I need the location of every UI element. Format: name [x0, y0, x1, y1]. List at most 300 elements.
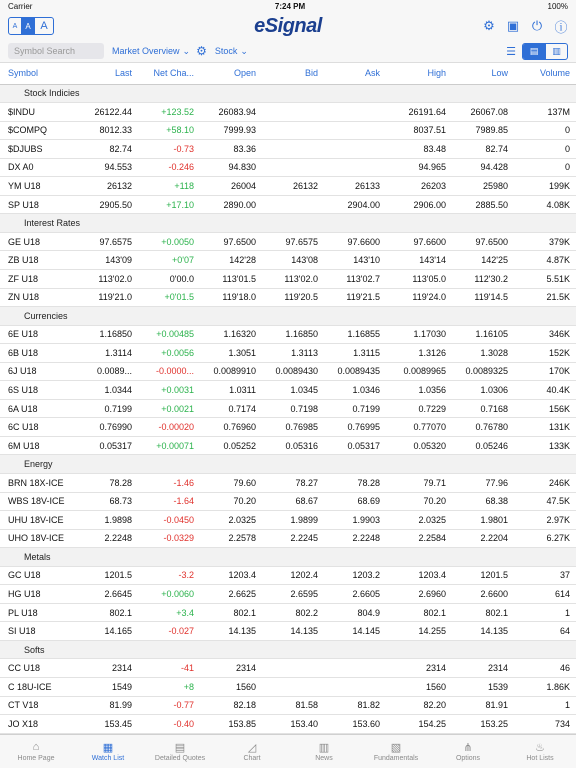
cell-net-cha: +3.4 — [138, 603, 200, 622]
cell-last: 2.2248 — [84, 529, 138, 548]
options-icon: ⋔ — [463, 742, 473, 754]
cell-high: 143'14 — [386, 251, 452, 270]
table-row[interactable] — [0, 492, 576, 511]
cell-ask: 2.2248 — [324, 529, 386, 548]
tab-chart[interactable] — [216, 735, 288, 768]
cell-low: 1.9801 — [452, 511, 514, 530]
symbol-cell: 6A U18 — [0, 399, 84, 418]
table-row[interactable] — [0, 696, 576, 715]
cell-bid: 26132 — [262, 177, 324, 196]
cell-ask: 0.76995 — [324, 418, 386, 437]
column-header-bid[interactable]: Bid — [262, 63, 324, 84]
cell-volume: 131K — [514, 418, 576, 437]
cell-high: 26203 — [386, 177, 452, 196]
cell-low: 82.74 — [452, 140, 514, 159]
cell-low: 14.135 — [452, 622, 514, 641]
symbol-cell: 6C U18 — [0, 418, 84, 437]
cell-bid: 143'08 — [262, 251, 324, 270]
watchlist-table — [0, 63, 576, 734]
cell-net-cha: +0'07 — [138, 251, 200, 270]
tab-detailed-quotes[interactable] — [144, 735, 216, 768]
info-icon[interactable]: ⓘ — [554, 19, 568, 35]
cell-volume: 4.08K — [514, 195, 576, 214]
cell-net-cha: +118 — [138, 177, 200, 196]
cell-ask: 0.05317 — [324, 436, 386, 455]
cell-high: 79.71 — [386, 473, 452, 492]
cell-open: 97.6500 — [200, 232, 262, 251]
cell-high: 70.20 — [386, 492, 452, 511]
table-row[interactable] — [0, 659, 576, 678]
table-row[interactable] — [0, 269, 576, 288]
cell-high: 802.1 — [386, 603, 452, 622]
cell-ask — [324, 158, 386, 177]
cell-bid: 1.9899 — [262, 511, 324, 530]
table-row[interactable] — [0, 232, 576, 251]
cell-low: 0.7168 — [452, 399, 514, 418]
cell-volume: 64 — [514, 622, 576, 641]
cell-open: 2.0325 — [200, 511, 262, 530]
tab-label: Hot Lists — [526, 755, 554, 762]
cell-volume: 4.87K — [514, 251, 576, 270]
cell-last: 119'21.0 — [84, 288, 138, 307]
battery-label: 100% — [547, 1, 568, 11]
cell-volume: 21.5K — [514, 288, 576, 307]
cell-high: 97.6600 — [386, 232, 452, 251]
cell-low: 142'25 — [452, 251, 514, 270]
tab-label: Detailed Quotes — [154, 755, 206, 762]
cell-low: 1201.5 — [452, 566, 514, 585]
cell-ask: 1.3115 — [324, 344, 386, 363]
clock: 7:24 PM — [274, 1, 306, 11]
cell-net-cha: +0.00485 — [138, 325, 200, 344]
news-icon: ▥ — [318, 742, 330, 754]
cell-low: 2885.50 — [452, 195, 514, 214]
cell-volume: 346K — [514, 325, 576, 344]
symbol-search-input[interactable]: Symbol Search — [8, 43, 104, 59]
cell-volume: 199K — [514, 177, 576, 196]
symbol-cell: CC U18 — [0, 659, 84, 678]
cell-open: 94.830 — [200, 158, 262, 177]
cell-open: 14.135 — [200, 622, 262, 641]
cell-last: 26122.44 — [84, 103, 138, 122]
cell-volume: 0 — [514, 158, 576, 177]
cell-low: 2.6600 — [452, 585, 514, 604]
symbol-cell: 6J U18 — [0, 362, 84, 381]
cell-volume: 40.4K — [514, 381, 576, 400]
cell-net-cha: +0.0050 — [138, 232, 200, 251]
cell-volume: 6.27K — [514, 529, 576, 548]
table-row[interactable] — [0, 436, 576, 455]
cell-net-cha: -0.246 — [138, 158, 200, 177]
cell-last: 8012.33 — [84, 121, 138, 140]
section-label: Softs — [0, 640, 576, 659]
cell-open: 2.2578 — [200, 529, 262, 548]
column-header-high[interactable]: High — [386, 63, 452, 84]
cell-volume: 0 — [514, 140, 576, 159]
symbol-cell: ZF U18 — [0, 269, 84, 288]
cell-net-cha: 0'00.0 — [138, 269, 200, 288]
cell-open: 70.20 — [200, 492, 262, 511]
cell-bid: 2.6595 — [262, 585, 324, 604]
settings-gear-icon[interactable]: ⚙ — [483, 18, 495, 33]
table-row[interactable] — [0, 622, 576, 641]
cell-ask — [324, 659, 386, 678]
cell-high: 14.255 — [386, 622, 452, 641]
table-row[interactable] — [0, 195, 576, 214]
app-header — [0, 12, 576, 40]
symbol-cell: GE U18 — [0, 232, 84, 251]
split-view-icon[interactable]: ▥ — [545, 44, 567, 59]
cell-low: 94.428 — [452, 158, 514, 177]
table-row[interactable] — [0, 362, 576, 381]
cell-volume: 1 — [514, 696, 576, 715]
cell-open: 1.16320 — [200, 325, 262, 344]
cell-volume: 5.51K — [514, 269, 576, 288]
save-icon[interactable]: ▣ — [506, 18, 520, 33]
symbol-cell: SI U18 — [0, 622, 84, 641]
view-toggle — [522, 43, 568, 60]
section-header — [0, 640, 576, 659]
cell-high: 119'24.0 — [386, 288, 452, 307]
column-list-icon[interactable]: ☰ — [506, 45, 516, 58]
table-row[interactable] — [0, 121, 576, 140]
symbol-cell: SP U18 — [0, 195, 84, 214]
symbol-cell: 6S U18 — [0, 381, 84, 400]
cell-net-cha: +58.10 — [138, 121, 200, 140]
cell-net-cha: +0.00071 — [138, 436, 200, 455]
cell-open: 153.85 — [200, 715, 262, 734]
cell-volume: 137M — [514, 103, 576, 122]
cell-low: 1.0306 — [452, 381, 514, 400]
cell-bid — [262, 678, 324, 697]
table-row[interactable] — [0, 529, 576, 548]
cell-low: 26067.08 — [452, 103, 514, 122]
cell-bid: 802.2 — [262, 603, 324, 622]
cell-high: 2.6960 — [386, 585, 452, 604]
cell-ask: 119'21.5 — [324, 288, 386, 307]
tab-label: Home Page — [17, 755, 55, 762]
table-row[interactable] — [0, 511, 576, 530]
cell-high: 1203.4 — [386, 566, 452, 585]
section-label: Stock Indicies — [0, 84, 576, 103]
cell-bid: 2.2245 — [262, 529, 324, 548]
cell-net-cha: -0.00020 — [138, 418, 200, 437]
cell-high: 1560 — [386, 678, 452, 697]
cell-last: 94.553 — [84, 158, 138, 177]
cell-open: 2890.00 — [200, 195, 262, 214]
cell-last: 2905.50 — [84, 195, 138, 214]
symbol-cell: GC U18 — [0, 566, 84, 585]
section-header — [0, 307, 576, 326]
cell-ask: 81.82 — [324, 696, 386, 715]
symbol-cell: $COMPQ — [0, 121, 84, 140]
table-row[interactable] — [0, 325, 576, 344]
table-row[interactable] — [0, 140, 576, 159]
cell-open: 7999.93 — [200, 121, 262, 140]
cell-net-cha: -0.0450 — [138, 511, 200, 530]
symbol-cell: 6B U18 — [0, 344, 84, 363]
chevron-down-icon: ⌄ — [240, 45, 248, 56]
table-row[interactable] — [0, 177, 576, 196]
cell-ask: 804.9 — [324, 603, 386, 622]
cell-ask: 14.145 — [324, 622, 386, 641]
font-medium-button[interactable]: A — [22, 18, 35, 34]
home-icon: ⌂ — [32, 741, 40, 753]
table-row[interactable] — [0, 381, 576, 400]
column-header-volume[interactable]: Volume — [514, 63, 576, 84]
table-row[interactable] — [0, 103, 576, 122]
cell-net-cha: +17.10 — [138, 195, 200, 214]
tab-label: News — [315, 755, 333, 762]
cell-open: 1.3051 — [200, 344, 262, 363]
cell-last: 1.0344 — [84, 381, 138, 400]
cell-volume: 1 — [514, 603, 576, 622]
symbol-cell: PL U18 — [0, 603, 84, 622]
symbol-cell: CT V18 — [0, 696, 84, 715]
cell-low: 1.16105 — [452, 325, 514, 344]
cell-bid: 153.40 — [262, 715, 324, 734]
symbol-cell: ZB U18 — [0, 251, 84, 270]
cell-volume: 379K — [514, 232, 576, 251]
cell-last: 2314 — [84, 659, 138, 678]
cell-last: 97.6575 — [84, 232, 138, 251]
symbol-cell: BRN 18X-ICE — [0, 473, 84, 492]
cell-open: 119'18.0 — [200, 288, 262, 307]
cell-net-cha: +0.0021 — [138, 399, 200, 418]
cell-bid: 119'20.5 — [262, 288, 324, 307]
column-header-low[interactable]: Low — [452, 63, 514, 84]
cell-bid: 1202.4 — [262, 566, 324, 585]
symbol-cell: YM U18 — [0, 177, 84, 196]
symbol-cell: C 18U-ICE — [0, 678, 84, 697]
symbol-cell: 6E U18 — [0, 325, 84, 344]
cell-net-cha: +0.0060 — [138, 585, 200, 604]
status-bar — [0, 0, 576, 12]
section-label: Energy — [0, 455, 576, 474]
cell-volume: 1.86K — [514, 678, 576, 697]
watchlist-icon: ▦ — [102, 742, 114, 754]
cell-last: 113'02.0 — [84, 269, 138, 288]
column-header-ask[interactable]: Ask — [324, 63, 386, 84]
cell-low: 153.25 — [452, 715, 514, 734]
cell-open: 2314 — [200, 659, 262, 678]
tab-home-page[interactable] — [0, 735, 72, 768]
tab-options[interactable] — [432, 735, 504, 768]
font-size-control — [8, 17, 54, 35]
section-header — [0, 548, 576, 567]
cell-open: 83.36 — [200, 140, 262, 159]
cell-bid: 97.6575 — [262, 232, 324, 251]
tab-watch-list[interactable] — [72, 735, 144, 768]
cell-low: 802.1 — [452, 603, 514, 622]
cell-last: 1201.5 — [84, 566, 138, 585]
cell-high: 26191.64 — [386, 103, 452, 122]
cell-bid: 1.16850 — [262, 325, 324, 344]
cell-high: 113'05.0 — [386, 269, 452, 288]
cell-last: 153.45 — [84, 715, 138, 734]
cell-low: 119'14.5 — [452, 288, 514, 307]
cell-high: 2906.00 — [386, 195, 452, 214]
cell-net-cha: -0.77 — [138, 696, 200, 715]
cell-bid: 0.05316 — [262, 436, 324, 455]
symbol-cell: WBS 18V-ICE — [0, 492, 84, 511]
cell-bid: 0.0089430 — [262, 362, 324, 381]
cell-open: 0.0089910 — [200, 362, 262, 381]
single-view-icon[interactable]: ▤ — [523, 44, 545, 59]
cell-ask — [324, 678, 386, 697]
cell-ask: 2.6605 — [324, 585, 386, 604]
cell-low: 2.2204 — [452, 529, 514, 548]
market-overview-dropdown[interactable] — [112, 46, 190, 57]
cell-high: 0.0089965 — [386, 362, 452, 381]
cell-bid: 78.27 — [262, 473, 324, 492]
cell-bid: 1.0345 — [262, 381, 324, 400]
cell-open: 79.60 — [200, 473, 262, 492]
cell-volume: 170K — [514, 362, 576, 381]
cell-net-cha: -1.46 — [138, 473, 200, 492]
cell-low: 0.76780 — [452, 418, 514, 437]
cell-ask: 0.0089435 — [324, 362, 386, 381]
cell-net-cha: -0.73 — [138, 140, 200, 159]
cell-last: 0.76990 — [84, 418, 138, 437]
table-row[interactable] — [0, 418, 576, 437]
tab-fundamentals[interactable] — [360, 735, 432, 768]
cell-low: 77.96 — [452, 473, 514, 492]
cell-volume: 46 — [514, 659, 576, 678]
cell-last: 802.1 — [84, 603, 138, 622]
cell-ask: 78.28 — [324, 473, 386, 492]
tab-hot-lists[interactable] — [504, 735, 576, 768]
table-row[interactable] — [0, 473, 576, 492]
cell-open: 113'01.5 — [200, 269, 262, 288]
column-header-open[interactable]: Open — [200, 63, 262, 84]
cell-open: 0.76960 — [200, 418, 262, 437]
table-row[interactable] — [0, 585, 576, 604]
list-settings-gear-icon[interactable]: ⚙ — [196, 44, 207, 58]
cell-high: 82.20 — [386, 696, 452, 715]
symbol-cell: UHO 18V-ICE — [0, 529, 84, 548]
cell-bid: 0.7198 — [262, 399, 324, 418]
chart-icon: ◿ — [247, 742, 257, 754]
cell-ask: 1.16855 — [324, 325, 386, 344]
cell-net-cha: -0.40 — [138, 715, 200, 734]
cell-ask — [324, 140, 386, 159]
tab-label: Watch List — [91, 755, 125, 762]
cell-bid — [262, 195, 324, 214]
cell-bid: 14.135 — [262, 622, 324, 641]
font-small-button[interactable]: A — [9, 18, 22, 34]
cell-net-cha: -0.0000... — [138, 362, 200, 381]
column-header-symbol[interactable]: Symbol — [0, 63, 84, 84]
chevron-down-icon: ⌄ — [182, 45, 191, 56]
view-tools — [506, 43, 568, 60]
cell-ask: 1203.2 — [324, 566, 386, 585]
section-label: Currencies — [0, 307, 576, 326]
cell-open: 802.1 — [200, 603, 262, 622]
cell-last: 2.6645 — [84, 585, 138, 604]
symbol-cell: $INDU — [0, 103, 84, 122]
font-large-button[interactable]: A — [40, 20, 48, 32]
stock-label: Stock — [214, 46, 238, 56]
cell-net-cha: -1.64 — [138, 492, 200, 511]
cell-low: 68.38 — [452, 492, 514, 511]
table-row[interactable] — [0, 715, 576, 734]
stock-dropdown[interactable] — [215, 46, 248, 57]
cell-volume: 2.97K — [514, 511, 576, 530]
cell-net-cha: +0.0031 — [138, 381, 200, 400]
cell-ask: 2904.00 — [324, 195, 386, 214]
symbol-cell: $DJUBS — [0, 140, 84, 159]
cell-volume: 246K — [514, 473, 576, 492]
symbol-cell: UHU 18V-ICE — [0, 511, 84, 530]
cell-bid — [262, 659, 324, 678]
cell-last: 1.3114 — [84, 344, 138, 363]
cell-low: 112'30.2 — [452, 269, 514, 288]
cell-volume: 734 — [514, 715, 576, 734]
cell-ask — [324, 103, 386, 122]
cell-high: 1.17030 — [386, 325, 452, 344]
cell-high: 154.25 — [386, 715, 452, 734]
cell-volume: 47.5K — [514, 492, 576, 511]
cell-low: 2314 — [452, 659, 514, 678]
cell-ask: 153.60 — [324, 715, 386, 734]
cell-low: 1.3028 — [452, 344, 514, 363]
table-row[interactable] — [0, 288, 576, 307]
watchlist-body — [0, 84, 576, 733]
cell-last: 1549 — [84, 678, 138, 697]
cell-bid: 1.3113 — [262, 344, 324, 363]
cell-last: 0.7199 — [84, 399, 138, 418]
table-row[interactable] — [0, 603, 576, 622]
tab-news[interactable] — [288, 735, 360, 768]
cell-open: 142'28 — [200, 251, 262, 270]
cell-bid: 68.67 — [262, 492, 324, 511]
header-actions — [482, 19, 568, 33]
cell-volume: 152K — [514, 344, 576, 363]
table-row[interactable] — [0, 678, 576, 697]
column-header-net-cha[interactable]: Net Cha... — [138, 63, 200, 84]
cell-high: 0.77070 — [386, 418, 452, 437]
cell-bid: 81.58 — [262, 696, 324, 715]
table-row[interactable] — [0, 158, 576, 177]
cell-ask — [324, 121, 386, 140]
cell-open: 0.05252 — [200, 436, 262, 455]
fundamentals-icon: ▧ — [390, 742, 402, 754]
table-row[interactable] — [0, 399, 576, 418]
cell-last: 82.74 — [84, 140, 138, 159]
table-row[interactable] — [0, 566, 576, 585]
cell-last: 1.9898 — [84, 511, 138, 530]
hot-lists-icon: ♨ — [535, 742, 545, 754]
cell-high: 0.7229 — [386, 399, 452, 418]
column-header-last[interactable]: Last — [84, 63, 138, 84]
tab-label: Chart — [243, 755, 261, 762]
cell-bid — [262, 121, 324, 140]
cell-open: 0.7174 — [200, 399, 262, 418]
cell-high: 2.2584 — [386, 529, 452, 548]
table-row[interactable] — [0, 251, 576, 270]
cell-bid — [262, 158, 324, 177]
cell-volume: 37 — [514, 566, 576, 585]
esignal-logo: eSignal — [254, 14, 322, 37]
symbol-cell: 6M U18 — [0, 436, 84, 455]
cell-ask: 1.0346 — [324, 381, 386, 400]
cell-net-cha: +0.0056 — [138, 344, 200, 363]
section-header — [0, 214, 576, 233]
cell-bid: 0.76985 — [262, 418, 324, 437]
table-row[interactable] — [0, 344, 576, 363]
power-icon[interactable]: ⏻ — [531, 18, 543, 33]
